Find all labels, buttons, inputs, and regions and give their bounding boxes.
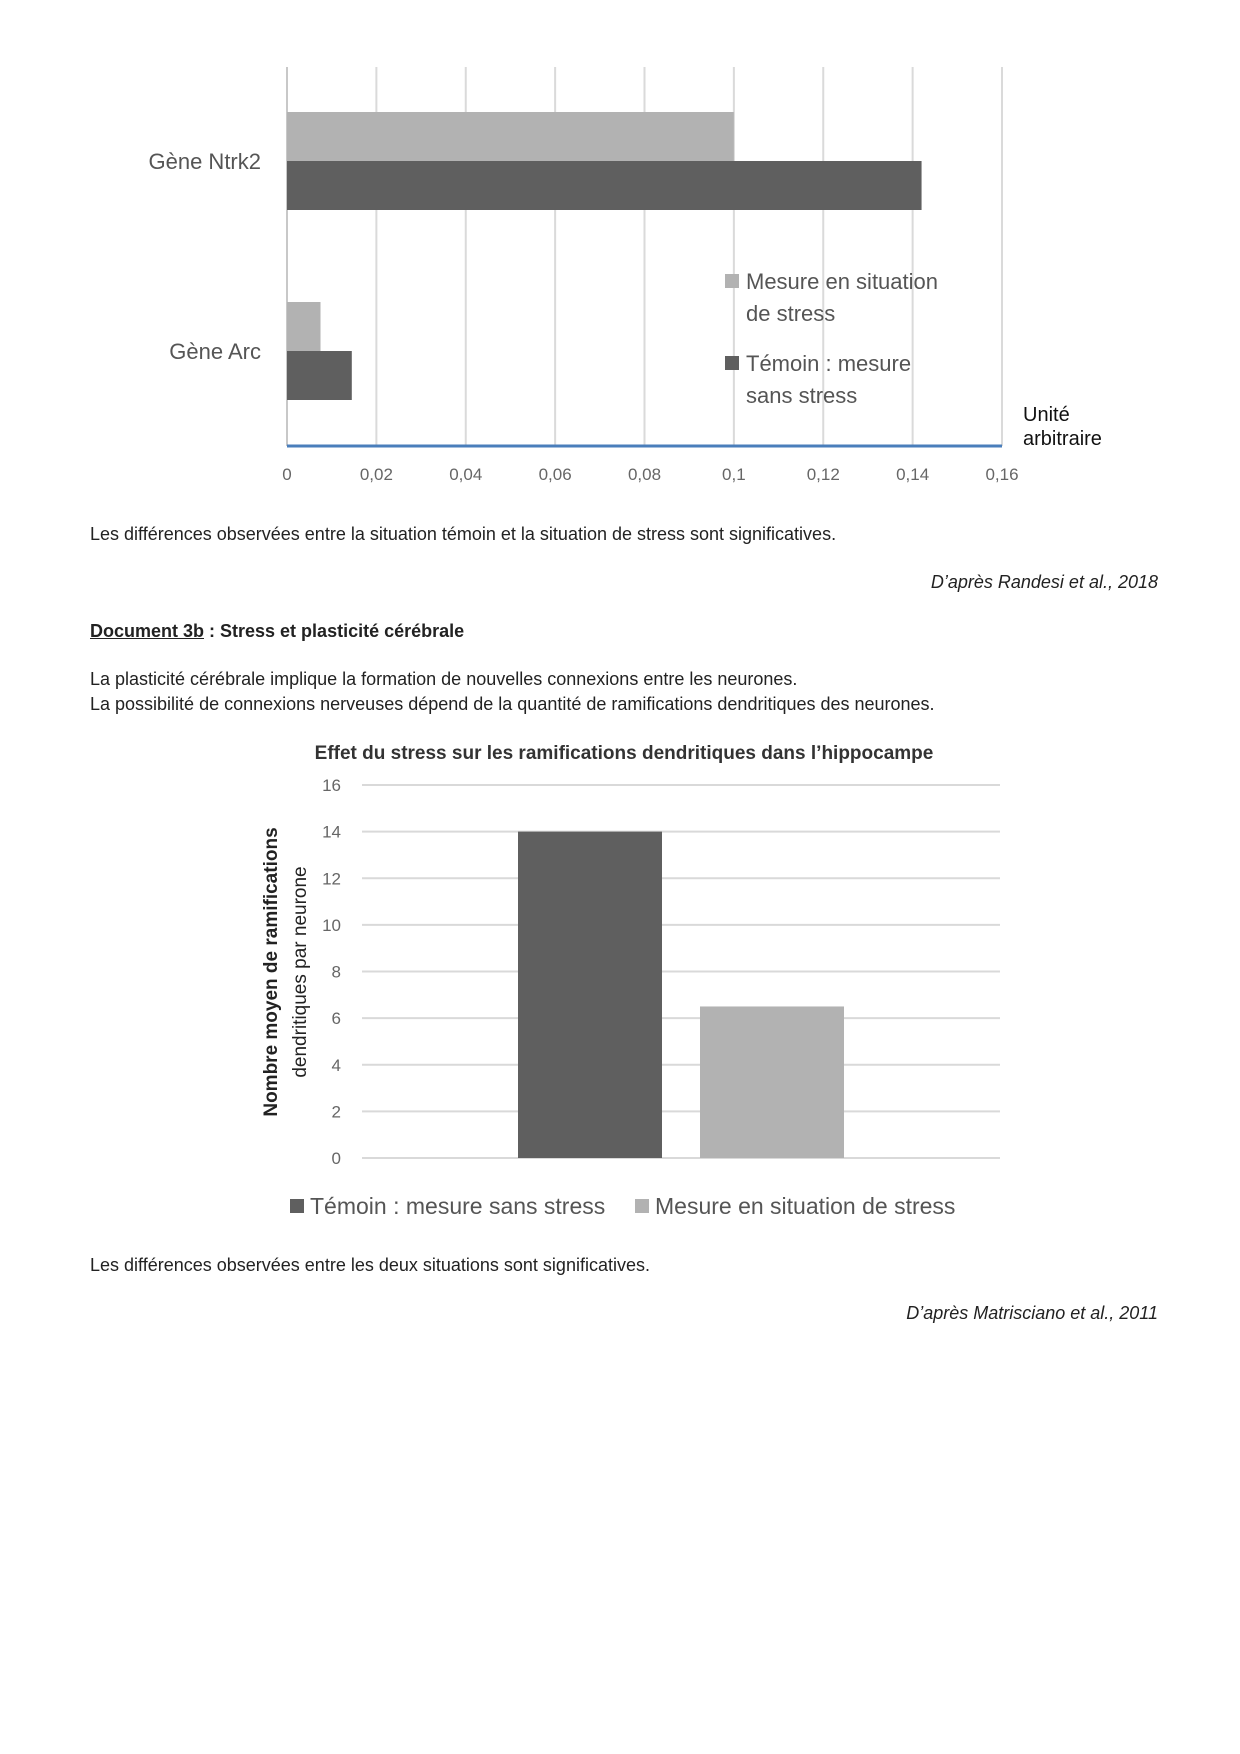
paragraph-line-1: La plasticité cérébrale implique la formation de nouvelles connexions entre les neurones. (90, 669, 798, 689)
x-tick-label: 0,02 (359, 465, 393, 484)
y-tick-label: 14 (322, 822, 341, 842)
legend-swatch (635, 1199, 649, 1213)
legend-label: Mesure en situation (746, 269, 938, 294)
heading-title: : Stress et plasticité cérébrale (204, 621, 465, 641)
bar-stress (700, 1006, 844, 1158)
x-tick-label: 0,12 (806, 465, 840, 484)
legend-label: Mesure en situation de stress (655, 1193, 956, 1219)
y-tick-label: 16 (322, 776, 341, 795)
x-tick-label: 0,1 (722, 465, 746, 484)
y-tick-label: 8 (331, 962, 341, 982)
legend-swatch (290, 1199, 304, 1213)
y-tick-label: 2 (331, 1102, 341, 1122)
category-label: Gène Ntrk2 (148, 149, 261, 174)
category-label: Gène Arc (169, 339, 261, 364)
x-tick-label: 0,04 (449, 465, 483, 484)
y-axis-label: Nombre moyen de ramifications (261, 827, 282, 1117)
chart2-source: D’après Matrisciano et al., 2011 (906, 1303, 1158, 1323)
chart1-source: D’après Randesi et al., 2018 (930, 572, 1158, 592)
x-tick-label: 0,16 (985, 465, 1019, 484)
chart2-note: Les différences observées entre les deux situations sont significatives. (90, 1255, 650, 1275)
x-tick-label: 0 (282, 465, 292, 484)
x-tick-label: 0,14 (896, 465, 930, 484)
x-tick-label: 0,06 (538, 465, 572, 484)
y-axis-label: dendritiques par neurone (290, 866, 311, 1078)
paragraph-line-2: La possibilité de connexions nerveuses dépend de la quantité de ramifications dendritiques des neurones. (90, 694, 935, 714)
legend-label: sans stress (746, 383, 858, 408)
y-tick-label: 10 (322, 915, 341, 935)
bar-control (518, 832, 662, 1158)
y-tick-label: 0 (331, 1149, 341, 1168)
x-tick-label: 0,08 (627, 465, 662, 484)
document-label: Document 3b (90, 621, 205, 641)
x-axis-unit-label: Unité (1023, 404, 1070, 426)
y-tick-label: 12 (322, 869, 341, 889)
legend-label: Témoin : mesure (746, 351, 912, 376)
chart-title: Effet du stress sur les ramifications dendritiques dans l’hippocampe (314, 743, 934, 764)
y-tick-label: 6 (331, 1009, 341, 1029)
legend-label: de stress (746, 301, 836, 326)
chart1-note: Les différences observées entre la situation témoin et la situation de stress sont significatives. (90, 524, 837, 544)
y-tick-label: 4 (331, 1055, 341, 1075)
legend-label: Témoin : mesure sans stress (310, 1193, 606, 1219)
x-axis-unit-label: arbitraire (1023, 428, 1102, 450)
